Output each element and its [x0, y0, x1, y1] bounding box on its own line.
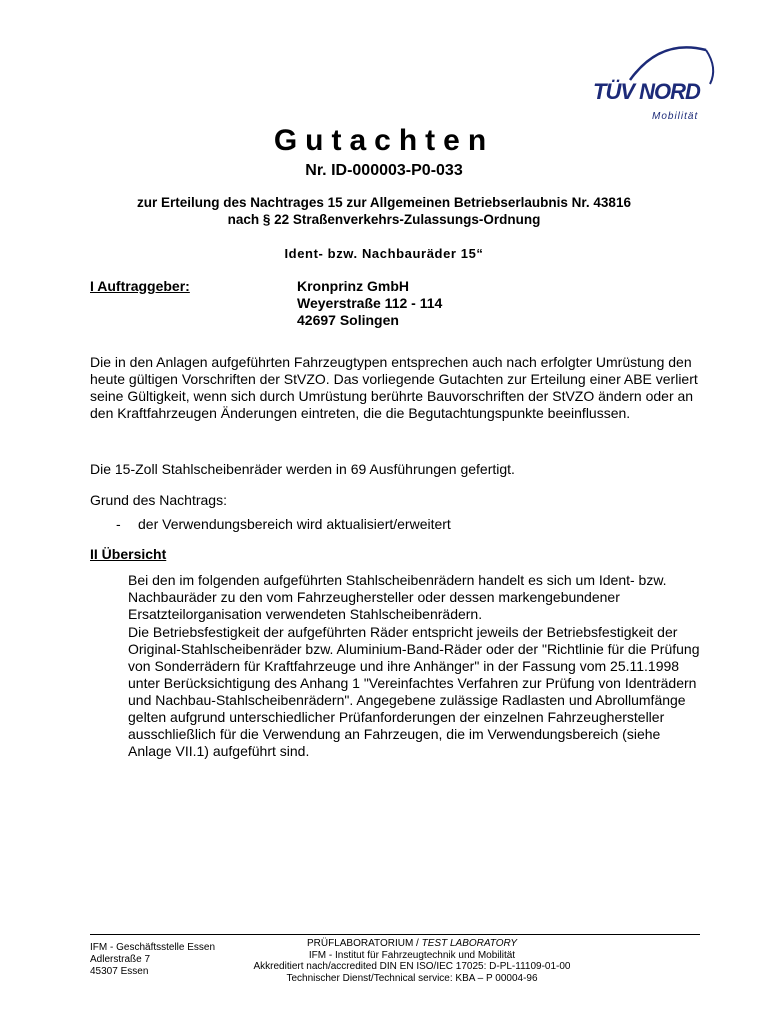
- client-city: 42697 Solingen: [297, 312, 399, 328]
- document-number: Nr. ID-000003-P0-033: [305, 162, 463, 179]
- footer-address: [90, 942, 215, 978]
- logo-brand: TÜV NORD: [593, 79, 700, 104]
- section-heading-overview: II Übersicht: [90, 546, 167, 562]
- paragraph-reason-label: Grund des Nachtrags:: [90, 492, 227, 508]
- footer-accreditation: [230, 938, 594, 984]
- client-label: I Auftraggeber:: [90, 278, 190, 294]
- ident-heading: Ident- bzw. Nachbauräder 15“: [284, 246, 484, 261]
- footer-lab-en: TEST LABORATORY: [421, 938, 518, 949]
- bullet-reason: der Verwendungsbereich wird aktualisiert/erweitert: [138, 516, 451, 532]
- footer-accredited: Akkreditiert nach/accredited DIN EN ISO/IEC 17025: D-PL-11109-01-00: [253, 961, 571, 972]
- client-address: [297, 278, 442, 329]
- paragraph-overview-2: Die Betriebsfestigkeit der aufgeführten Räder entspricht jeweils der Betriebsfestigkeit der Original-Stahlscheibenräder bzw. Aluminium-Band-Räder oder der "Richtlinie für die Prüfung von Sonderrädern für Kraftfahrzeuge und ihre Anhänger" in der Fassung vom 25.11.1998 unter Berücksichtigung des Anhang 1 "Vereinfachtes Verfahren zur Prüfung von Identrädern und Nachbau-Stahlscheibenrädern". Angegebene zulässige Radlasten und Abrollumfänge gelten aufgrund unterschiedlicher Prüfanforderungen der einzelnen Fahrzeughersteller ausschließlich für die Verwendung an Fahrzeugen, die im Verwendungsbereich (siehe Anlage VII.1) aufgeführt sind.: [128, 624, 700, 759]
- client-street: Weyerstraße 112 - 114: [297, 295, 443, 311]
- page-title: Gutachten: [273, 124, 495, 157]
- paragraph-variants: Die 15-Zoll Stahlscheibenräder werden in 69 Ausführungen gefertigt.: [90, 461, 515, 477]
- footer-divider: [90, 934, 700, 935]
- footer-office: IFM - Geschäftsstelle Essen: [90, 942, 216, 953]
- bullet-marker: -: [116, 516, 121, 532]
- tuv-nord-logo: [590, 38, 720, 128]
- paragraph-validity: Die in den Anlagen aufgeführten Fahrzeugtypen entsprechen auch nach erfolgter Umrüstung den heute gültigen Vorschriften der StVZO. Das vorliegende Gutachten zur Erteilung einer ABE verliert seine Gültigkeit, wenn sich durch Umrüstung berührte Bauvorschriften der StVZO ändern oder an den Kraftfahrzeugen Änderungen eintreten, die die Begutachtungspunkte beeinflussen.: [90, 354, 698, 421]
- footer-technical-service: Technischer Dienst/Technical service: KBA – P 00004-96: [286, 972, 538, 984]
- footer-lab-de: PRÜFLABORATORIUM /: [306, 938, 422, 949]
- client-name: Kronprinz GmbH: [297, 278, 409, 294]
- subtitle-line-1: zur Erteilung des Nachtrages 15 zur Allgemeinen Betriebserlaubnis Nr. 43816: [137, 195, 631, 210]
- footer-institute: IFM - Institut für Fahrzeugtechnik und Mobilität: [308, 949, 516, 961]
- logo-subtitle: Mobilität: [652, 111, 699, 122]
- subtitle-line-2: nach § 22 Straßenverkehrs-Zulassungs-Ordnung: [227, 212, 541, 227]
- footer-street: Adlerstraße 7: [90, 954, 151, 965]
- footer-lab-line: [230, 938, 594, 950]
- footer-city: 45307 Essen: [90, 966, 149, 977]
- paragraph-overview-1: Bei den im folgenden aufgeführten Stahlscheibenrädern handelt es sich um Ident- bzw. Nachbauräder zu den vom Fahrzeughersteller oder dessen markengebundener Ersatzteilorganisation verwendeten Stahlscheibenrädern.: [128, 572, 667, 622]
